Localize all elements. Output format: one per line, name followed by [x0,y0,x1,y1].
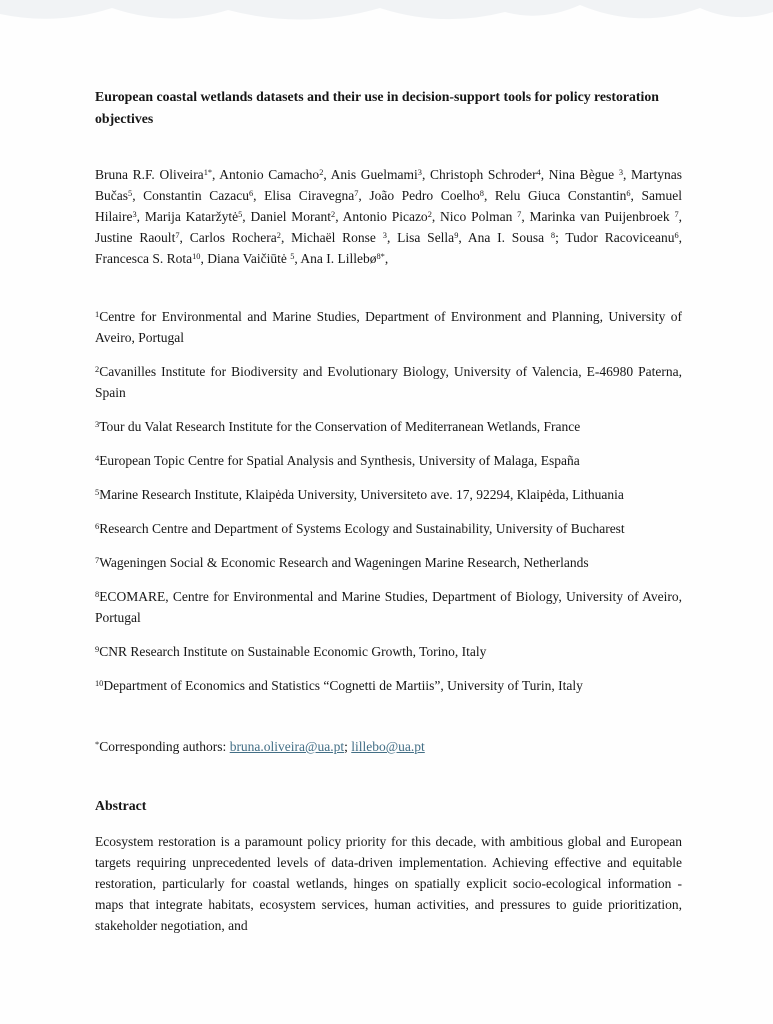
superscript-marker: 6 [248,189,254,199]
superscript-marker: 7 [674,210,679,220]
text-run: CNR Research Institute on Sustainable Economic Growth, Torino, Italy [99,644,487,659]
text-run: , Antonio Camacho [212,167,320,182]
superscript-marker: 5 [290,252,295,262]
text-run: Wageningen Social & Economic Research and Wageningen Marine Research, Netherlands [99,555,589,570]
affiliation-7 [95,552,682,573]
superscript-marker: 6 [674,231,679,241]
text-run: , Christoph Schroder [421,167,537,182]
text-run: , Francesca S. Rota [95,230,683,266]
superscript-marker: 5 [238,210,243,220]
superscript-marker: 2 [331,210,336,220]
text-run: Tour du Valat Research Institute for the Conservation of Mediterranean Wetlands, France [99,419,581,434]
superscript-marker: 5 [95,488,100,498]
superscript-marker: 2 [427,210,432,220]
text-run: , [384,251,389,266]
superscript-marker: 4 [95,454,100,464]
superscript-marker: * [95,740,100,750]
text-run: ; [344,739,352,754]
text-run: Bruna R.F. Oliveira [95,167,204,182]
page-content [95,0,682,936]
superscript-marker: 7 [354,189,359,199]
text-run: , Ana I. Lillebø [294,251,377,266]
email-link[interactable]: bruna.oliveira@ua.pt [229,739,345,754]
text-run: , Justine Raoult [95,209,682,245]
superscript-marker: 4 [536,168,541,178]
text-run: , Relu Giuca Constantin [483,188,627,203]
affiliation-2 [95,361,682,403]
text-run: , Martynas Bučas [95,167,682,203]
superscript-marker: 7 [175,231,180,241]
text-run: , Nina Bègue [540,167,619,182]
corresponding-authors [95,736,682,757]
affiliation-3 [95,416,682,437]
affiliation-6 [95,518,682,539]
text-run: , Lisa Sella [386,230,455,245]
text-run: , Anis Guelmami [323,167,418,182]
paper-title: European coastal wetlands datasets and their use in decision-support tools for policy restoration objectives [95,89,659,126]
text-run: Research Centre and Department of Systems Ecology and Sustainability, University of Bucharest [99,521,625,536]
superscript-marker: 1 [95,310,100,320]
text-run: Department of Economics and Statistics “Cognetti de Martiis”, University of Turin, Italy [103,678,583,693]
text-run: European Topic Centre for Spatial Analysis and Synthesis, University of Malaga, España [99,453,580,468]
email-link[interactable]: lillebo@ua.pt [351,739,425,754]
text-run: Cavanilles Institute for Biodiversity and Evolutionary Biology, University of Valencia, E-46980 Paterna, Spain [95,364,682,400]
abstract-heading: Abstract [95,798,147,813]
text-run: Marine Research Institute, Klaipėda University, Universiteto ave. 17, 92294, Klaipėda, Lithuania [99,487,624,502]
text-run: ; Tudor Racoviceanu [555,230,675,245]
superscript-marker: 10 [95,679,104,689]
superscript-marker: 6 [626,189,631,199]
superscript-marker: 2 [319,168,324,178]
author-list [95,164,682,269]
text-run: , Constantin Cazacu [132,188,249,203]
superscript-marker: 7 [517,210,522,220]
superscript-marker: 8 [550,231,556,241]
affiliation-4 [95,450,682,471]
superscript-marker: 5 [128,189,133,199]
superscript-marker: 3 [417,168,422,178]
text-run: , Samuel Hilaire [95,188,682,224]
superscript-marker: 8* [376,252,385,262]
superscript-marker: 10 [192,252,201,262]
superscript-marker: 3 [95,420,100,430]
superscript-marker: 1* [203,168,213,178]
superscript-marker: 3 [382,231,387,241]
text-run: , Marinka van Puijenbroek [521,209,675,224]
text-run: , Nico Polman [431,209,518,224]
superscript-marker: 2 [95,365,100,375]
affiliation-5 [95,484,682,505]
text-run: Centre for Environmental and Marine Studies, Department of Environment and Planning, University of Aveiro, Portugal [95,309,682,345]
affiliation-1 [95,306,682,348]
text-run: Corresponding authors: [99,739,230,754]
text-run: , Carlos Rochera [179,230,277,245]
superscript-marker: 3 [618,168,623,178]
text-run: , Ana I. Sousa [458,230,551,245]
superscript-marker: 8 [479,189,484,199]
text-run: , Michaël Ronse [280,230,383,245]
superscript-marker: 7 [95,556,100,566]
text-run: , Daniel Morant [242,209,332,224]
superscript-marker: 6 [95,522,100,532]
superscript-marker: 9 [454,231,459,241]
text-run: , Antonio Picazo [335,209,428,224]
text-run: , Marija Kataržytė [136,209,239,224]
superscript-marker: 8 [95,590,100,600]
affiliations-block [95,306,682,696]
superscript-marker: 9 [95,645,100,655]
text-run: , Elisa Ciravegna [253,188,355,203]
affiliation-8 [95,586,682,628]
text-run: ECOMARE, Centre for Environmental and Marine Studies, Department of Biology, University of Aveiro, Portugal [95,589,682,625]
text-run: , Diana Vaičiūtė [200,251,291,266]
text-run: , João Pedro Coelho [358,188,480,203]
superscript-marker: 3 [132,210,137,220]
superscript-marker: 2 [276,231,281,241]
affiliation-9 [95,641,682,662]
affiliation-10 [95,675,682,696]
abstract-text: Ecosystem restoration is a paramount policy priority for this decade, with ambitious global and European targets requiring unprecedented levels of data-driven implementation. Achieving effective and equitable restoration, particularly for coastal wetlands, hinges on spatially explicit socio-ecological information - maps that integrate habitats, ecosystem services, human activities, and pressures to guide prioritization, stakeholder negotiation, and [95,834,682,933]
